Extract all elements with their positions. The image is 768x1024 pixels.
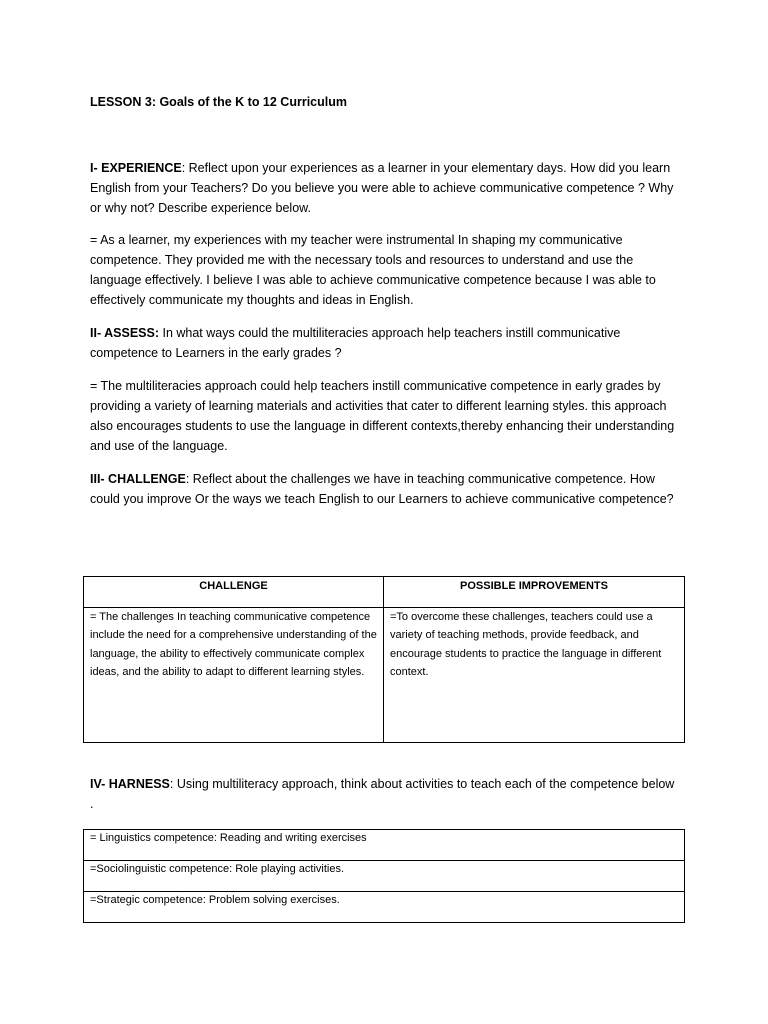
assess-answer: = The multiliteracies approach could help teachers instill communicative competence in early grades by providing a variety of learning materials and activities that cater to different learning styles. this approach also encourages students to use the language in different contexts,thereby enhancing their understanding and use of the language. [90,379,675,453]
challenge-table [83,576,685,743]
assess-question [90,323,680,363]
harness-table [83,829,685,923]
table-row [84,892,685,923]
harness-question [90,774,680,814]
challenge-question [90,469,680,509]
improvements-header: POSSIBLE IMPROVEMENTS [384,577,685,608]
experience-question [90,158,680,218]
harness-row-linguistic: = Linguistics competence: Reading and writing exercises [84,830,685,861]
challenge-table-row [84,608,685,743]
challenge-cell: = The challenges In teaching communicative competence include the need for a comprehensive understanding of the language, the ability to effectively communicate complex ideas, and the ability to adapt to different learning styles. [84,608,384,743]
assess-label: II- ASSESS: [90,326,159,340]
assess-question-text: In what ways could the multiliteracies approach help teachers instill communicative competence to Learners in the early grades ? [90,326,621,360]
improvements-cell: =To overcome these challenges, teachers could use a variety of teaching methods, provide feedback, and encourage students to practice the language in different context. [384,608,685,743]
experience-answer: = As a learner, my experiences with my teacher were instrumental In shaping my communicative competence. They provided me with the necessary tools and resources to understand and use the language effectively. I believe I was able to achieve communicative competence because I was able to effectively communicate my thoughts and ideas in English. [90,233,656,307]
lesson-title: LESSON 3: Goals of the K to 12 Curriculum [90,95,347,109]
harness-question-text: : Using multiliteracy approach, think about activities to teach each of the competence below . [90,777,675,811]
table-row [84,861,685,892]
harness-row-sociolinguistic: =Sociolinguistic competence: Role playing activities. [84,861,685,892]
challenge-question-text: : Reflect about the challenges we have in teaching communicative competence. How could you improve Or the ways we teach English to our Learners to achieve communicative competence? [90,472,674,506]
challenge-label: III- CHALLENGE [90,472,186,486]
experience-label: I- EXPERIENCE [90,161,182,175]
challenge-header: CHALLENGE [84,577,384,608]
harness-row-strategic: =Strategic competence: Problem solving exercises. [84,892,685,923]
challenge-table-header-row [84,577,685,608]
harness-label: IV- HARNESS [90,777,170,791]
table-row [84,830,685,861]
experience-question-text: : Reflect upon your experiences as a learner in your elementary days. How did you learn English from your Teachers? Do you believe you were able to achieve communicative competence ? Why or why not? Describe experience below. [90,161,674,215]
